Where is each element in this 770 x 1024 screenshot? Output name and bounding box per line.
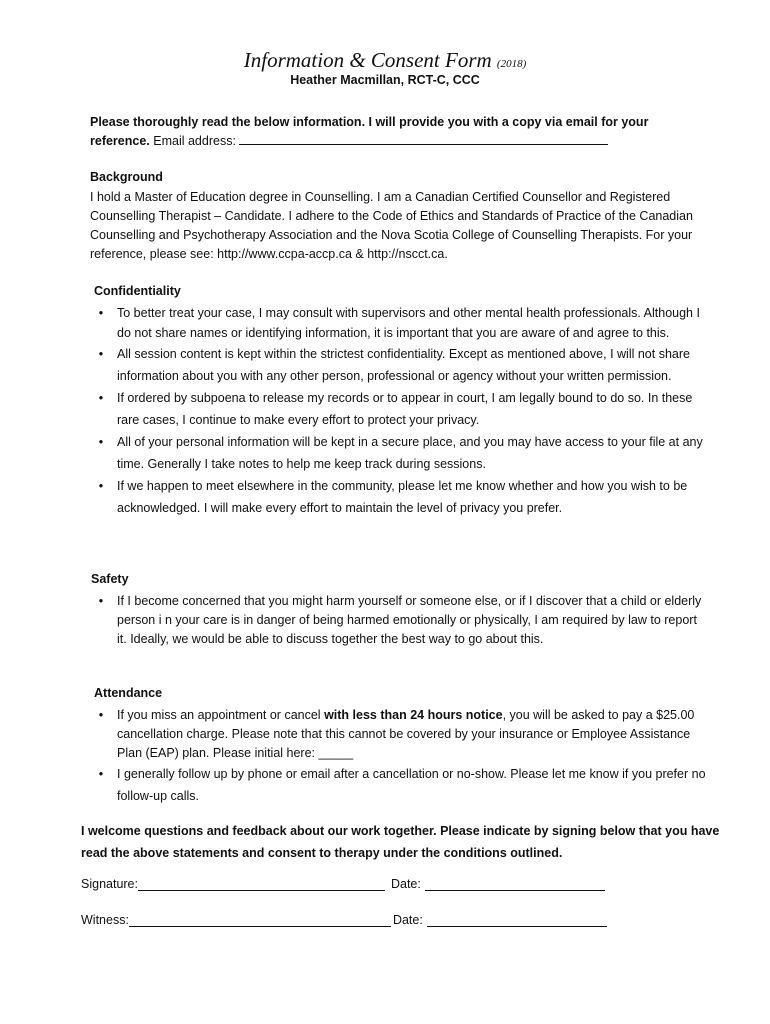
signature-label: Signature: (81, 877, 138, 891)
background-heading: Background (90, 170, 163, 184)
bullet-icon: • (98, 594, 104, 608)
signature-row (81, 876, 605, 891)
bullet-icon: • (98, 391, 104, 405)
confidentiality-heading: Confidentiality (94, 284, 181, 298)
author-credentials: Heather Macmillan, RCT-C, CCC (290, 73, 480, 87)
witness-row (81, 912, 607, 927)
background-text: I hold a Master of Education degree in Counselling. I am a Canadian Certified Counsellor and Registered Counselling Therapist – Candidate. I adhere to the Code of Ethics and Standards of Practice of the Canadian Counselling and Psychotherapy Association and the Nova Scotia College of Counselling Therapists. For your reference, please see: http://www.ccpa-accp.ca & http://nscct.ca. (90, 190, 693, 261)
witness-date-field[interactable] (427, 912, 607, 927)
page-title (0, 48, 770, 73)
intro-bold-text: Please thoroughly read the below information. I will provide you with a copy via email for your reference. (90, 115, 649, 148)
list-item: • I generally follow up by phone or email after a cancellation or no-show. Please let me know if you prefer no follow-up calls. (94, 763, 710, 807)
signature-date-field[interactable] (425, 876, 605, 891)
bullet-icon: • (98, 708, 104, 722)
email-label: Email address: (149, 134, 240, 148)
closing-statement: I welcome questions and feedback about our work together. Please indicate by signing below that you have read the above statements and consent to therapy under the conditions outlined. (81, 824, 720, 860)
bullet-icon: • (98, 435, 104, 449)
list-item: • If I become concerned that you might harm yourself or someone else, or if I discover that a child or elderly person i n your care is in danger of being harmed emotionally or physically, I am required by law to report it. Ideally, we would be able to discuss together the best way to go about this. (94, 592, 710, 649)
list-item: • All session content is kept within the strictest confidentiality. Except as mentioned above, I will not share information about you with any other person, professional or agency without your written permission. (94, 343, 710, 387)
email-field[interactable] (239, 132, 608, 145)
attendance-heading: Attendance (94, 686, 163, 700)
list-item: • If we happen to meet elsewhere in the community, please let me know whether and how you wish to be acknowledged. I will make every effort to maintain the level of privacy you prefer. (94, 475, 710, 519)
list-item: • If you miss an appointment or cancel with less than 24 hours notice, you will be asked to pay a $25.00 cancellation charge. Please note that this cannot be covered by your insurance or Employee Assistance Plan (EAP) plan. Please initial here: _____ (94, 706, 710, 763)
bullet-icon: • (98, 767, 104, 781)
bullet-icon: • (98, 306, 104, 320)
witness-date-label: Date: (392, 913, 423, 927)
list-item: • If ordered by subpoena to release my records or to appear in court, I am legally bound to do so. In these rare cases, I continue to make every effort to protect your privacy. (94, 387, 710, 431)
list-item: • All of your personal information will be kept in a secure place, and you may have access to your file at any time. Generally I take notes to help me keep track during sessions. (94, 431, 710, 475)
bullet-icon: • (98, 479, 104, 493)
witness-field[interactable] (129, 912, 391, 927)
bullet-icon: • (98, 347, 104, 361)
title-text: Information & Consent Form (243, 48, 492, 72)
title-year: (2018) (496, 58, 527, 70)
confidentiality-list (94, 304, 710, 519)
witness-label: Witness: (81, 913, 129, 927)
signature-field[interactable] (138, 876, 385, 891)
intro-paragraph (90, 113, 710, 151)
list-item: • To better treat your case, I may consult with supervisors and other mental health professionals. Although I do not share names or identifying information, it is important that you are aware of and agree to this. (94, 304, 710, 343)
date-label: Date: (390, 877, 421, 891)
safety-heading: Safety (91, 572, 129, 586)
safety-list (94, 592, 710, 649)
attendance-list (94, 706, 710, 807)
